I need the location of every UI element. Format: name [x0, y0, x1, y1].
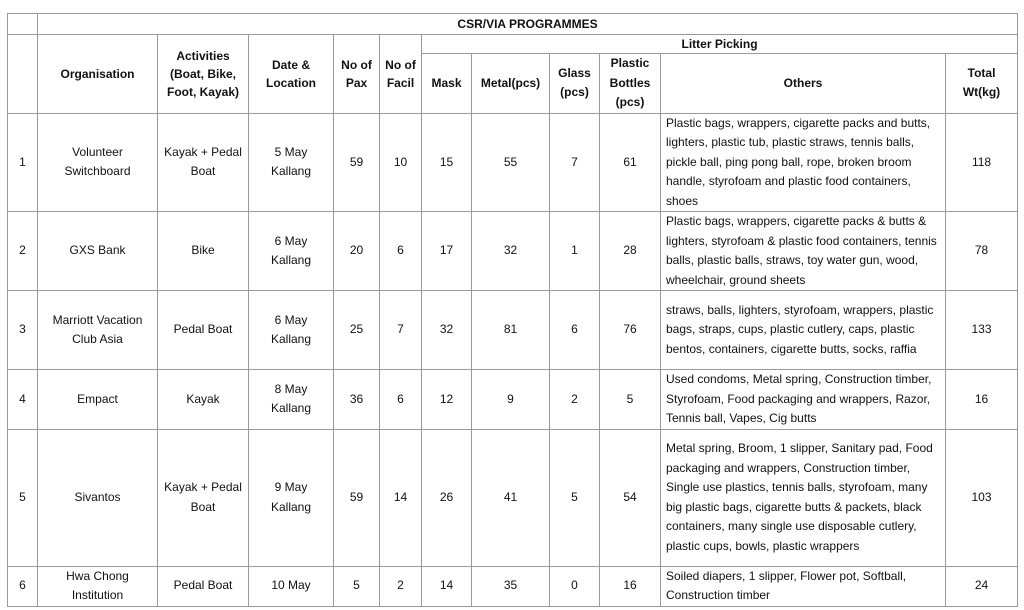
header-no-of-pax: No of Pax	[334, 35, 380, 114]
activities-cell: Kayak + Pedal Boat	[158, 113, 249, 212]
row-number: 4	[8, 370, 38, 430]
date-location-cell: 10 May	[249, 566, 334, 606]
pax-cell: 59	[334, 429, 380, 566]
mask-cell: 15	[422, 113, 472, 212]
mask-cell: 12	[422, 370, 472, 430]
plastic-bottles-cell: 76	[600, 291, 661, 370]
header-plastic-bottles: Plastic Bottles (pcs)	[600, 54, 661, 114]
mask-cell: 14	[422, 566, 472, 606]
organisation-cell: Volunteer Switchboard	[38, 113, 158, 212]
metal-cell: 9	[472, 370, 550, 430]
metal-cell: 32	[472, 212, 550, 291]
glass-cell: 2	[550, 370, 600, 430]
activities-cell: Pedal Boat	[158, 566, 249, 606]
facil-cell: 6	[380, 370, 422, 430]
organisation-cell: GXS Bank	[38, 212, 158, 291]
plastic-bottles-cell: 16	[600, 566, 661, 606]
row-number: 6	[8, 566, 38, 606]
plastic-bottles-cell: 61	[600, 113, 661, 212]
plastic-bottles-cell: 5	[600, 370, 661, 430]
activities-cell: Bike	[158, 212, 249, 291]
others-cell: Used condoms, Metal spring, Construction timber, Styrofoam, Food packaging and wrappers, Razor, Tennis ball, Vapes, Cig butts	[661, 370, 946, 430]
row-number: 2	[8, 212, 38, 291]
activities-cell: Kayak	[158, 370, 249, 430]
metal-cell: 81	[472, 291, 550, 370]
pax-cell: 25	[334, 291, 380, 370]
corner-cell	[8, 14, 38, 35]
glass-cell: 7	[550, 113, 600, 212]
date-location-cell: 6 May Kallang	[249, 291, 334, 370]
others-cell: Soiled diapers, 1 slipper, Flower pot, Softball, Construction timber	[661, 566, 946, 606]
facil-cell: 7	[380, 291, 422, 370]
glass-cell: 0	[550, 566, 600, 606]
plastic-bottles-cell: 54	[600, 429, 661, 566]
date-location-cell: 5 May Kallang	[249, 113, 334, 212]
table-row	[8, 429, 1018, 566]
header-mask: Mask	[422, 54, 472, 114]
header-activities: Activities (Boat, Bike, Foot, Kayak)	[158, 35, 249, 114]
header-total-wt: Total Wt(kg)	[946, 54, 1018, 114]
organisation-cell: Sivantos	[38, 429, 158, 566]
mask-cell: 26	[422, 429, 472, 566]
header-no-of-facil: No of Facil	[380, 35, 422, 114]
pax-cell: 36	[334, 370, 380, 430]
organisation-cell: Marriott Vacation Club Asia	[38, 291, 158, 370]
header-glass: Glass (pcs)	[550, 54, 600, 114]
facil-cell: 2	[380, 566, 422, 606]
header-metal: Metal(pcs)	[472, 54, 550, 114]
mask-cell: 17	[422, 212, 472, 291]
total-wt-cell: 16	[946, 370, 1018, 430]
csr-programmes-table	[7, 13, 1018, 607]
facil-cell: 14	[380, 429, 422, 566]
others-cell: Plastic bags, wrappers, cigarette packs and butts, lighters, plastic tub, plastic straws, tennis balls, pickle ball, ping pong ball, rope, broken broom handle, styrofoam and plastic food containers, shoes	[661, 113, 946, 212]
glass-cell: 6	[550, 291, 600, 370]
header-index	[8, 35, 38, 114]
facil-cell: 10	[380, 113, 422, 212]
total-wt-cell: 118	[946, 113, 1018, 212]
metal-cell: 55	[472, 113, 550, 212]
date-location-cell: 6 May Kallang	[249, 212, 334, 291]
pax-cell: 5	[334, 566, 380, 606]
table-row	[8, 212, 1018, 291]
header-others: Others	[661, 54, 946, 114]
header-litter-picking: Litter Picking	[422, 35, 1018, 54]
total-wt-cell: 24	[946, 566, 1018, 606]
mask-cell: 32	[422, 291, 472, 370]
header-organisation: Organisation	[38, 35, 158, 114]
table-row	[8, 291, 1018, 370]
total-wt-cell: 133	[946, 291, 1018, 370]
metal-cell: 35	[472, 566, 550, 606]
pax-cell: 20	[334, 212, 380, 291]
row-number: 1	[8, 113, 38, 212]
plastic-bottles-cell: 28	[600, 212, 661, 291]
row-number: 5	[8, 429, 38, 566]
date-location-cell: 9 May Kallang	[249, 429, 334, 566]
table-row	[8, 370, 1018, 430]
table-title: CSR/VIA PROGRAMMES	[38, 14, 1018, 35]
row-number: 3	[8, 291, 38, 370]
table-row	[8, 113, 1018, 212]
others-cell: Plastic bags, wrappers, cigarette packs & butts & lighters, styrofoam & plastic food containers, tennis balls, plastic balls, straws, toy water gun, wood, wheelchair, ground sheets	[661, 212, 946, 291]
activities-cell: Pedal Boat	[158, 291, 249, 370]
date-location-cell: 8 May Kallang	[249, 370, 334, 430]
table-row	[8, 566, 1018, 606]
total-wt-cell: 78	[946, 212, 1018, 291]
others-cell: Metal spring, Broom, 1 slipper, Sanitary pad, Food packaging and wrappers, Construction timber, Single use plastics, tennis balls, styrofoam, many big plastic bags, cigarette butts & packets, black containers, many single use disposable cutlery, plastic cups, bowls, plastic wrappers	[661, 429, 946, 566]
others-cell: straws, balls, lighters, styrofoam, wrappers, plastic bags, straps, cups, plastic cutlery, caps, plastic bentos, containers, cigarette butts, socks, raffia	[661, 291, 946, 370]
header-date-location: Date & Location	[249, 35, 334, 114]
activities-cell: Kayak + Pedal Boat	[158, 429, 249, 566]
metal-cell: 41	[472, 429, 550, 566]
facil-cell: 6	[380, 212, 422, 291]
glass-cell: 1	[550, 212, 600, 291]
pax-cell: 59	[334, 113, 380, 212]
total-wt-cell: 103	[946, 429, 1018, 566]
glass-cell: 5	[550, 429, 600, 566]
organisation-cell: Empact	[38, 370, 158, 430]
organisation-cell: Hwa Chong Institution	[38, 566, 158, 606]
